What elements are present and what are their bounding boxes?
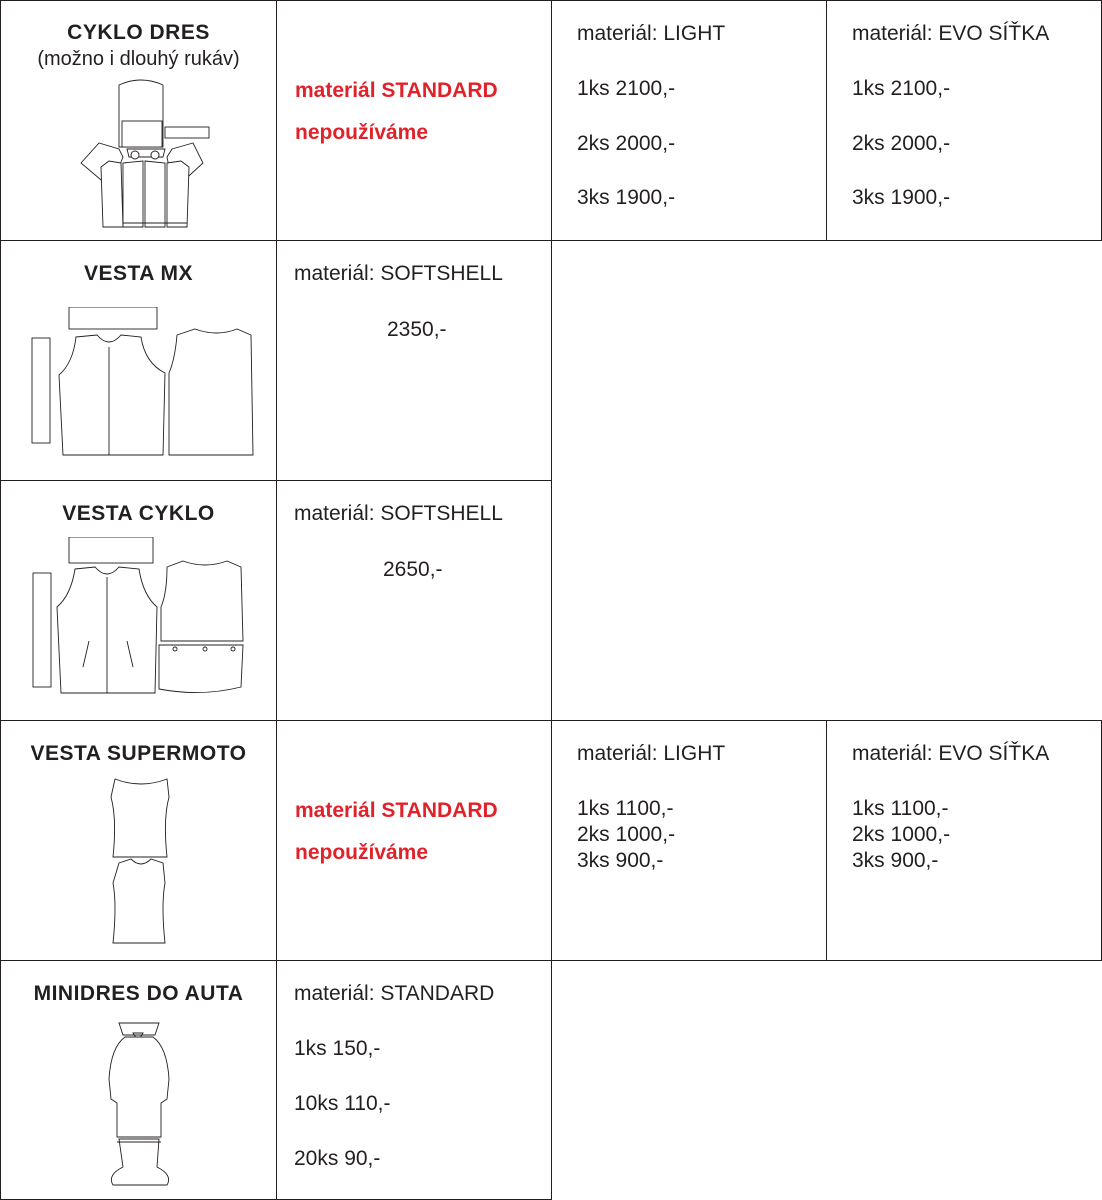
evo-price-3: 3ks 1900,- xyxy=(852,186,951,209)
minidres-price-2: 10ks 110,- xyxy=(294,1092,391,1115)
product-name: CYKLO DRES xyxy=(67,21,210,44)
vesta-cyklo-name-cell xyxy=(0,480,277,721)
product-name: MINIDRES DO AUTA xyxy=(33,982,244,1005)
evo-price-2: 2ks 2000,- xyxy=(852,132,951,155)
cyklo-dres-name-cell xyxy=(0,0,277,241)
light-material-label: materiál: LIGHT xyxy=(577,22,726,45)
light-material-label: materiál: LIGHT xyxy=(577,742,726,765)
evo-price-1: 1ks 2100,- xyxy=(852,77,951,100)
evo-material-label: materiál: EVO SÍŤKA xyxy=(852,22,1050,45)
standard-material-label: materiál STANDARD xyxy=(295,79,498,102)
vesta-mx-material-cell xyxy=(276,240,552,481)
cyklo-dres-evo-cell xyxy=(826,0,1102,241)
vesta-supermoto-name-cell xyxy=(0,720,277,961)
vesta-supermoto-standard-cell xyxy=(276,720,552,961)
vest-cyklo-price: 2650,- xyxy=(383,558,443,581)
light-price-1: 1ks 1100,- xyxy=(577,797,674,820)
evo-price-2: 2ks 1000,- xyxy=(852,823,951,846)
jersey-pattern-drawing xyxy=(79,77,214,237)
evo-material-label: materiál: EVO SÍŤKA xyxy=(852,742,1050,765)
minidres-material-cell xyxy=(276,960,552,1200)
vesta-supermoto-light-cell xyxy=(551,720,827,961)
minidres-price-3: 20ks 90,- xyxy=(294,1147,381,1170)
standard-material-label: materiál: STANDARD xyxy=(294,982,495,1005)
standard-unused-note: nepoužíváme xyxy=(295,841,429,864)
cyklo-dres-light-cell xyxy=(551,0,827,241)
product-name: VESTA SUPERMOTO xyxy=(30,742,247,765)
vest-mx-pattern-drawing xyxy=(29,307,259,457)
softshell-material-label: materiál: SOFTSHELL xyxy=(294,502,503,525)
light-price-3: 3ks 900,- xyxy=(577,849,664,872)
vest-supermoto-pattern-drawing xyxy=(107,775,177,955)
cyklo-dres-standard-cell xyxy=(276,0,552,241)
product-note: (možno i dlouhý rukáv) xyxy=(37,48,240,70)
vesta-supermoto-evo-cell xyxy=(826,720,1102,961)
vest-mx-price: 2350,- xyxy=(387,318,447,341)
minidres-name-cell xyxy=(0,960,277,1200)
softshell-material-label: materiál: SOFTSHELL xyxy=(294,262,503,285)
light-price-1: 1ks 2100,- xyxy=(577,77,676,100)
standard-material-label: materiál STANDARD xyxy=(295,799,498,822)
light-price-2: 2ks 1000,- xyxy=(577,823,676,846)
mini-jersey-pattern-drawing xyxy=(97,1017,187,1187)
minidres-price-1: 1ks 150,- xyxy=(294,1037,381,1060)
light-price-3: 3ks 1900,- xyxy=(577,186,676,209)
vesta-cyklo-material-cell xyxy=(276,480,552,721)
evo-price-3: 3ks 900,- xyxy=(852,849,939,872)
evo-price-1: 1ks 1100,- xyxy=(852,797,949,820)
vest-cyklo-pattern-drawing xyxy=(29,537,259,697)
vesta-mx-name-cell xyxy=(0,240,277,481)
standard-unused-note: nepoužíváme xyxy=(295,121,429,144)
light-price-2: 2ks 2000,- xyxy=(577,132,676,155)
product-name: VESTA CYKLO xyxy=(62,502,215,525)
product-name: VESTA MX xyxy=(83,262,193,285)
